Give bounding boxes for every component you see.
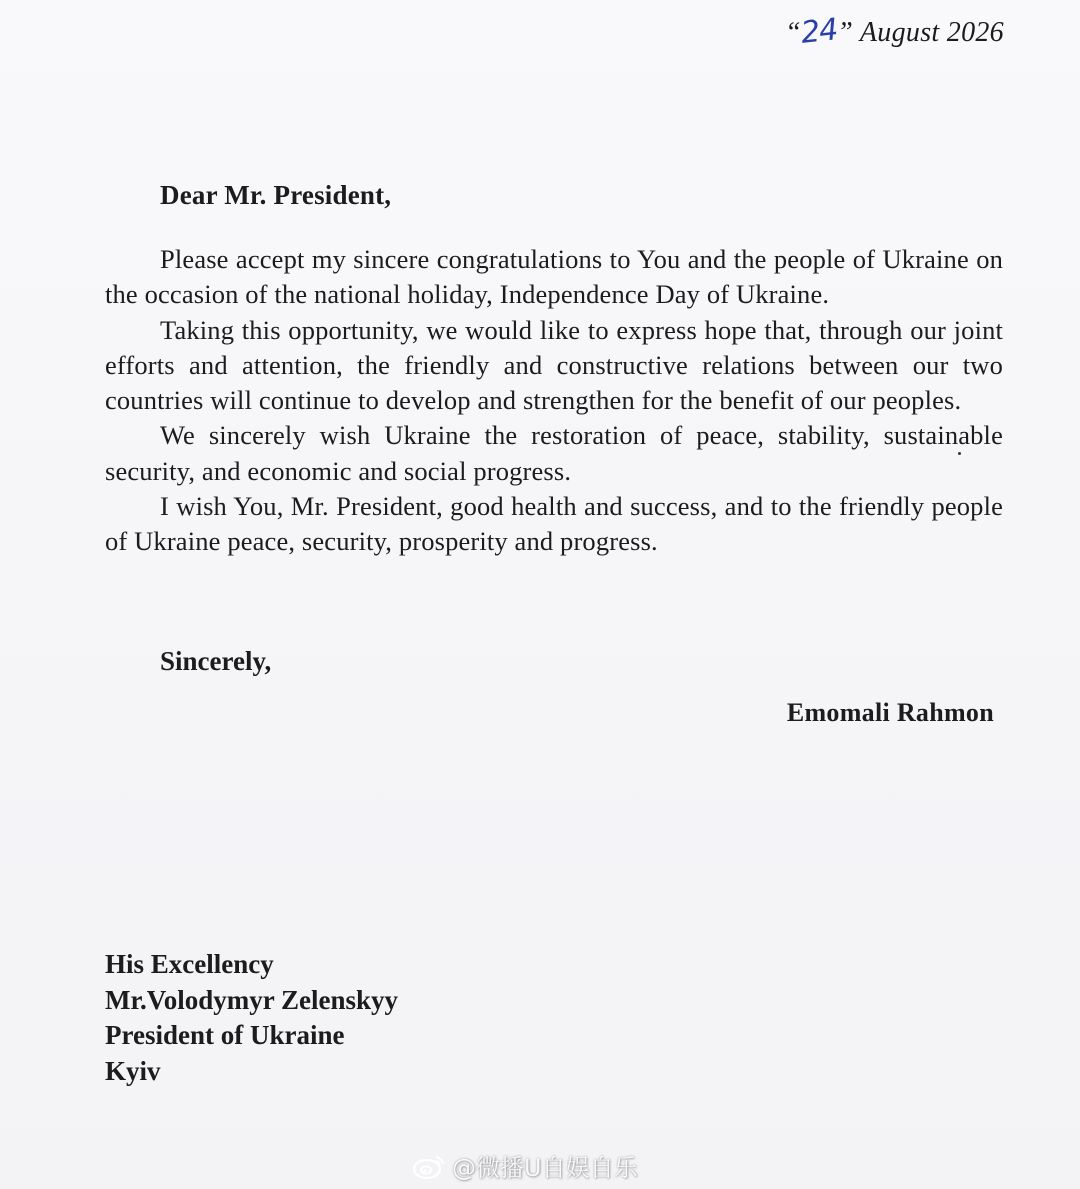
body-paragraph-2: Taking this opportunity, we would like to express hope that, through our joint efforts and attention, the friendly and constructive relations between our two countries will continue to develop and strengthen for the benefit of our peoples.	[105, 314, 1003, 416]
weibo-icon	[412, 1152, 446, 1180]
closing: Sincerely,	[160, 646, 272, 676]
date-day-handwritten: 24	[799, 12, 839, 51]
watermark-text: @微播U自娱自乐	[452, 1154, 638, 1182]
watermark	[412, 1148, 638, 1183]
paper-speck	[958, 452, 961, 455]
body-paragraph-3: We sincerely wish Ukraine the restoration of peace, stability, sustainable security, and economic and social progress.	[105, 420, 1003, 486]
recipient-line-1: His Excellency	[105, 949, 274, 979]
signer-name: Emomali Rahmon	[786, 698, 994, 727]
recipient-line-2: Mr.Volodymyr Zelenskyy	[105, 984, 399, 1015]
recipient-block	[105, 947, 398, 1089]
recipient-line-3: President of Ukraine	[105, 1020, 345, 1050]
date-month-year: August 2026	[859, 17, 1004, 48]
letter-date	[785, 14, 1004, 49]
body-paragraph-4: I wish You, Mr. President, good health and success, and to the friendly people of Ukraine peace, security, prosperity and progress.	[105, 491, 1003, 557]
salutation: Dear Mr. President,	[160, 180, 392, 210]
letter-body	[105, 242, 1003, 560]
date-open-quote: “	[785, 17, 802, 48]
recipient-line-4: Kyiv	[105, 1055, 161, 1086]
body-paragraph-1: Please accept my sincere congratulations to You and the people of Ukraine on the occasion of the national holiday, Independence Day of Ukraine.	[105, 244, 1003, 310]
date-close-quote: ”	[837, 17, 854, 48]
